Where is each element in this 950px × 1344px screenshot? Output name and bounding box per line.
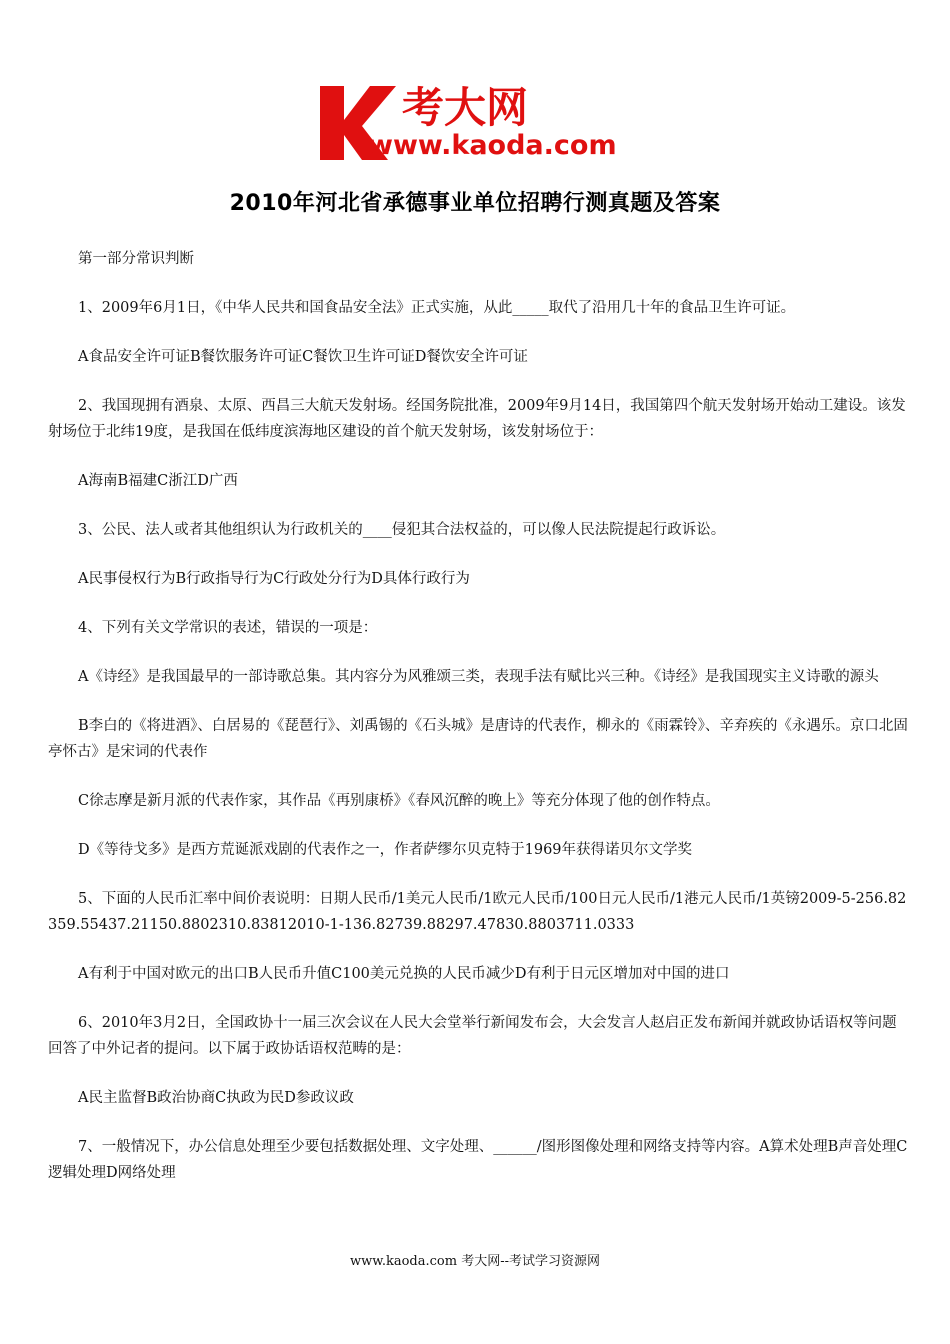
page-footer: www.kaoda.com 考大网--考试学习资源网 [350,1254,600,1269]
logo-brand-cn: 考大网 [402,83,529,132]
question-7: 7、一般情况下，办公信息处理至少要包括数据处理、文字处理、______/图形图像处理和网络支持等内容。A算术处理B声音处理C逻辑处理D网络处理 [48,1139,908,1181]
section-heading: 第一部分常识判断 [78,251,194,267]
question-5-options: A有利于中国对欧元的出口B人民币升值C100美元兑换的人民币减少D有利于日元区增加对中国的进口 [78,966,730,982]
question-4-option-a: A《诗经》是我国最早的一部诗歌总集。其内容分为风雅颂三类，表现手法有赋比兴三种。《诗经》是我国现实主义诗歌的源头 [78,669,879,685]
question-6-options: A民主监督B政治协商C执政为民D参政议政 [78,1090,354,1106]
question-1: 1、2009年6月1日，《中华人民共和国食品安全法》正式实施，从此_____取代了沿用几十年的食品卫生许可证。 [78,300,796,316]
question-2-options: A海南B福建C浙江D广西 [78,473,238,489]
kaoda-logo [318,80,638,162]
question-2: 2、我国现拥有酒泉、太原、西昌三大航天发射场。经国务院批准，2009年9月14日，我国第四个航天发射场开始动工建设。该发射场位于北纬19度，是我国在低纬度滨海地区建设的首个航天发射场，该发射场位于： [48,398,906,440]
question-5: 5、下面的人民币汇率中间价表说明：日期人民币/1美元人民币/1欧元人民币/100日元人民币/1港元人民币/1英镑2009-5-256.82359.55437.21150.8802310.83812010-1-136.82739.88297.47830.8803711.0333 [48,891,907,933]
question-4: 4、下列有关文学常识的表述，错误的一项是： [78,620,378,636]
question-4-option-b: B李白的《将进酒》、白居易的《琵琶行》、刘禹锡的《石头城》是唐诗的代表作，柳永的《雨霖铃》、辛弃疾的《永遇乐。京口北固亭怀古》是宋词的代表作 [48,718,908,760]
question-6: 6、2010年3月2日，全国政协十一届三次会议在人民大会堂举行新闻发布会，大会发言人赵启正发布新闻并就政协话语权等问题回答了中外记者的提问。以下属于政协话语权范畴的是： [48,1015,897,1057]
question-1-options: A食品安全许可证B餐饮服务许可证C餐饮卫生许可证D餐饮安全许可证 [78,349,528,365]
document-title: 2010年河北省承德事业单位招聘行测真题及答案 [229,191,721,216]
question-3-options: A民事侵权行为B行政指导行为C行政处分行为D具体行政行为 [78,571,470,587]
logo-graphic [318,80,638,162]
question-4-option-c: C徐志摩是新月派的代表作家，其作品《再别康桥》《春风沉醉的晚上》等充分体现了他的创作特点。 [78,793,720,809]
logo-brand-url: www.kaoda.com [368,130,617,161]
question-3: 3、公民、法人或者其他组织认为行政机关的____侵犯其合法权益的，可以像人民法院提起行政诉讼。 [78,522,726,538]
question-4-option-d: D《等待戈多》是西方荒诞派戏剧的代表作之一，作者萨缪尔贝克特于1969年获得诺贝尔文学奖 [78,842,693,858]
document-body [48,246,910,1209]
